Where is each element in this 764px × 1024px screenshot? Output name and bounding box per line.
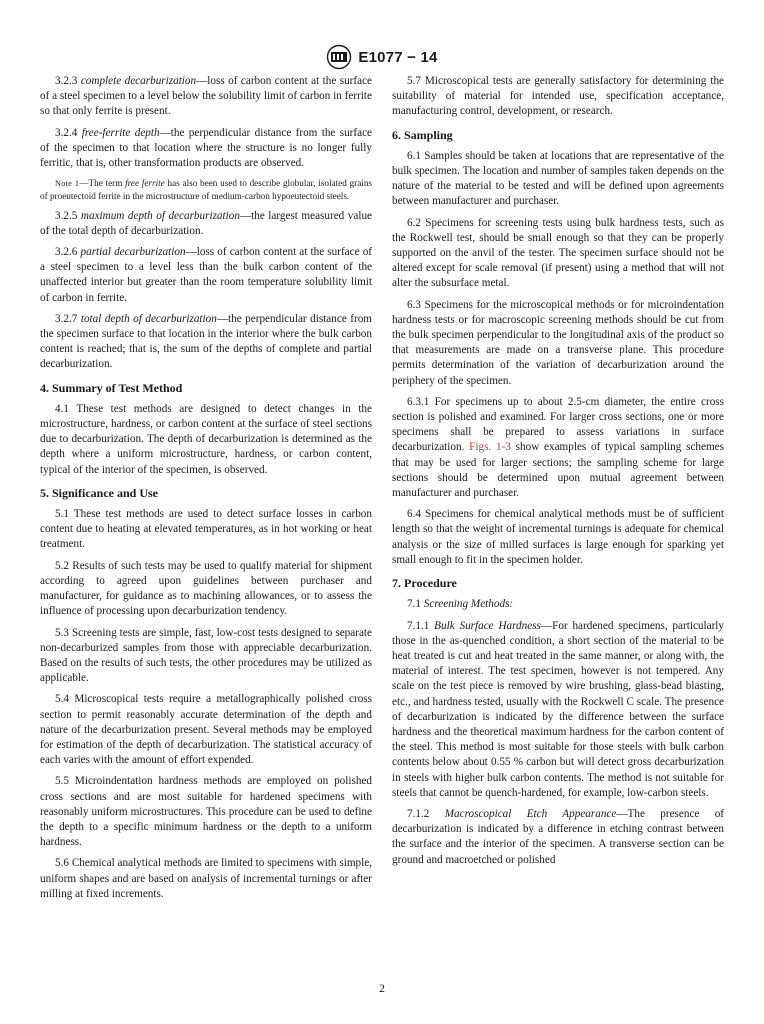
section-heading-7: 7. Procedure [392, 576, 457, 591]
paragraph-5-2: 5.2 Results of such tests may be used to qualify material for shipment according to agreed upon guidelines between purchaser and manufacturer, for guidance as to machining allowances, or to assess the influence of processing upon decarburization tendency. [40, 559, 372, 618]
page-header [0, 44, 764, 70]
right-column [392, 74, 724, 874]
paragraph-3-2-3: 3.2.3 complete decarburization—loss of carbon content at the surface of a steel specimen to a level below the solubility limit of carbon in ferrite so that only ferrite is present. [40, 75, 373, 118]
paragraph-5-1: 5.1 These test methods are used to detect surface losses in carbon content due to heating at elevated temperatures, as in hot working or heat treatment. [40, 508, 372, 551]
paragraph-3-2-7: 3.2.7 total depth of decarburization—the perpendicular distance from the specimen surface to that location in the interior where the bulk carbon content is reached; that is, the sum of the depths of complete and partial decarburization. [40, 312, 373, 371]
paragraph-6-2: 6.2 Specimens for screening tests using bulk hardness tests, such as the Rockwell test, should be small enough so that they can be properly supported on the anvil of the tester. The specimen surface should not be altered except for scale removal (if present) using a method that will not alter the subsurface metal. [392, 216, 724, 290]
paragraph-7-1-1: 7.1.1 Bulk Surface Hardness—For hardened specimens, particularly those in the as-quenched condition, a short section of the material to be heat treated is cut and heat treated in the same manner, or along with, the material of interest. The test specimen, however is not tempered. Any scale on the test piece is removed by wire brushing, glass-bead blasting, etc., and hardness tested, usually with the Rockwell C scale. The presence of decarburization is indicated by the difference between the surface hardness and the theoretical maximum hardness for the carbon content of the steel. This method is most suitable for those steels with bulk carbon contents below about 0.55 % carbon but will detect gross decarburization in steels with higher bulk carbon contents. The method is not suitable for steels that cannot be quench-hardened, for example, low-carbon steels. [392, 619, 724, 799]
paragraph-7-1: 7.1 Screening Methods: [407, 598, 514, 611]
paragraph-6-4: 6.4 Specimens for chemical analytical methods must be of sufficient length so that the weight of incremental turnings is adequate for chemical analysis or the size of milled surfaces is large enough for sparking yet small enough to fit in the specimen holder. [392, 508, 724, 566]
paragraph-3-2-6: 3.2.6 partial decarburization—loss of carbon content at the surface of a steel specimen to a level less than the bulk carbon content of the unaffected interior but greater than the room temperature solubility limit of carbon in ferrite. [40, 246, 373, 304]
paragraph-6-3-1: 6.3.1 For specimens up to about 2.5-cm diameter, the entire cross section is polished and examined. For larger cross sections, one or more specimens shall be prepared to assess variations in surface decarburization. Figs. 1-3 show examples of typical sampling schemes that may be used for larger sections; the sampling scheme for large sections should be determined upon mutual agreement between manufacturer and purchaser. [392, 395, 724, 500]
note-1: Note 1—The term free ferrite has also been used to describe globular, isolated grains of proeutectoid ferrite in the microstructure of medium-carbon hypoeutectoid steels. [40, 178, 373, 202]
left-column [40, 74, 372, 908]
section-heading-6: 6. Sampling [392, 127, 453, 142]
paragraph-5-4: 5.4 Microscopical tests require a metallographically polished cross section to permit reasonably accurate determination of the depth and nature of the decarburization present. Several methods may be employed for estimation of the depth of decarburization. The statistical accuracy of each varies with the amount of effort expended. [40, 693, 372, 767]
paragraph-3-2-5: 3.2.5 maximum depth of decarburization—the largest measured value of the total depth of decarburization. [40, 209, 373, 237]
paragraph-5-7: 5.7 Microscopical tests are generally satisfactory for determining the suitability of material for intended use, specification acceptance, manufacturing control, development, or research. [392, 75, 724, 118]
page-number: 2 [379, 983, 385, 995]
standard-designation: E1077 − 14 [358, 48, 438, 66]
paragraph-5-3: 5.3 Screening tests are simple, fast, low-cost tests designed to separate non-decarburized samples from those with appreciable decarburization. Based on the results of such tests, the other procedures may be utilized as applicable. [40, 626, 372, 685]
paragraph-5-6: 5.6 Chemical analytical methods are limited to specimens with simple, uniform shapes and are based on analysis of incremental turnings or after milling at fixed increments. [40, 857, 372, 900]
paragraph-7-1-2: 7.1.2 Macroscopical Etch Appearance—The presence of decarburization is indicated by a difference in etching contrast between the surface and the interior of the specimen. A transverse section can be ground and macroetched or polished [392, 807, 725, 866]
paragraph-6-3: 6.3 Specimens for the microscopical methods or for microindentation hardness tests or for macroscopic screening methods should be cut from the bulk specimen perpendicular to the longitudinal axis of the product so that measurements are made on a transverse plane. This procedure permits determination of the variation of decarburization around the periphery of the specimen. [392, 298, 724, 387]
section-heading-4: 4. Summary of Test Method [40, 380, 183, 395]
paragraph-4-1: 4.1 These test methods are designed to detect changes in the microstructure, hardness, or carbon content at the surface of steel sections due to decarburization. The depth of decarburization is determined as the depth where a uniform microstructure, hardness, or carbon content, typical of the interior of the specimen, is observed. [40, 402, 372, 476]
section-heading-5: 5. Significance and Use [40, 485, 159, 500]
astm-logo-icon [326, 44, 352, 70]
figures-link[interactable]: Figs. 1-3 [469, 441, 511, 454]
paragraph-5-5: 5.5 Microindentation hardness methods are employed on polished cross sections and are most suitable for hardened specimens with reasonably uniform microstructures. This procedure can be used to define the depth to a specific minimum hardness or the depth to a uniform hardness. [40, 775, 372, 849]
paragraph-3-2-4: 3.2.4 free-ferrite depth—the perpendicular distance from the surface of the specimen to that location where the structure is no longer fully ferritic, that is, other transformation products are observed. [40, 126, 373, 170]
paragraph-6-1: 6.1 Samples should be taken at locations that are representative of the bulk specimen. The location and number of samples taken depends on the nature of the material to be tested and will be defined upon agreements between manufacturer and purchaser. [392, 149, 724, 208]
